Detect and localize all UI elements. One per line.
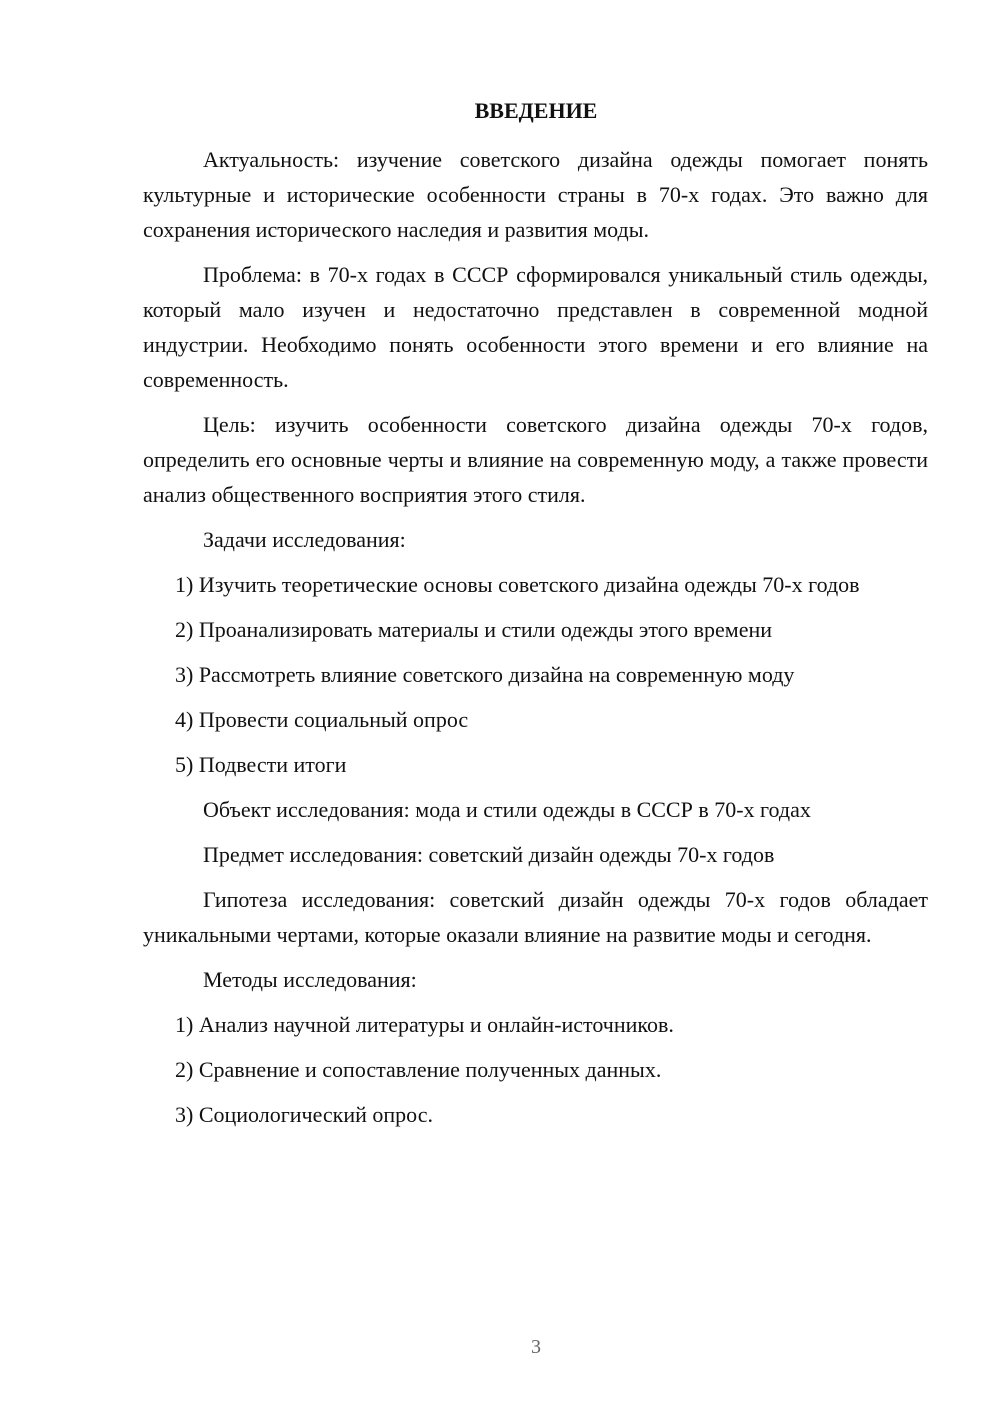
goal-paragraph: Цель: изучить особенности советского дизайна одежды 70-х годов, определить его основные черты и влияние на современную моду, а также провести анализ общественного восприятия этого стиля. xyxy=(143,412,928,507)
task-item: 2) Проанализировать материалы и стили одежды этого времени xyxy=(175,617,773,642)
tasks-heading: Задачи исследования: xyxy=(203,527,406,552)
task-item: 3) Рассмотреть влияние советского дизайна на современную моду xyxy=(175,662,795,687)
task-item: 5) Подвести итоги xyxy=(175,752,347,777)
method-item: 1) Анализ научной литературы и онлайн-источников. xyxy=(175,1012,674,1037)
problem-paragraph: Проблема: в 70-х годах в СССР сформировался уникальный стиль одежды, который мало изучен и недостаточно представлен в современной модной индустрии. Необходимо понять особенности этого времени и его влияние на современность. xyxy=(143,262,928,392)
task-item: 1) Изучить теоретические основы советского дизайна одежды 70-х годов xyxy=(175,572,860,597)
page-title: ВВЕДЕНИЕ xyxy=(474,98,598,123)
subject-paragraph: Предмет исследования: советский дизайн одежды 70-х годов xyxy=(203,842,775,867)
methods-heading: Методы исследования: xyxy=(203,967,417,992)
object-paragraph: Объект исследования: мода и стили одежды в СССР в 70-х годах xyxy=(203,797,811,822)
method-item: 2) Сравнение и сопоставление полученных данных. xyxy=(175,1057,662,1082)
page-number: 3 xyxy=(531,1336,541,1358)
method-item: 3) Социологический опрос. xyxy=(175,1102,433,1127)
task-item: 4) Провести социальный опрос xyxy=(175,707,469,732)
document-body xyxy=(143,142,928,1142)
relevance-paragraph: Актуальность: изучение советского дизайна одежды помогает понять культурные и исторические особенности страны в 70-х годах. Это важно для сохранения исторического наследия и развития моды. xyxy=(143,147,928,242)
hypothesis-paragraph: Гипотеза исследования: советский дизайн одежды 70-х годов обладает уникальными чертами, которые оказали влияние на развитие моды и сегодня. xyxy=(143,887,928,947)
